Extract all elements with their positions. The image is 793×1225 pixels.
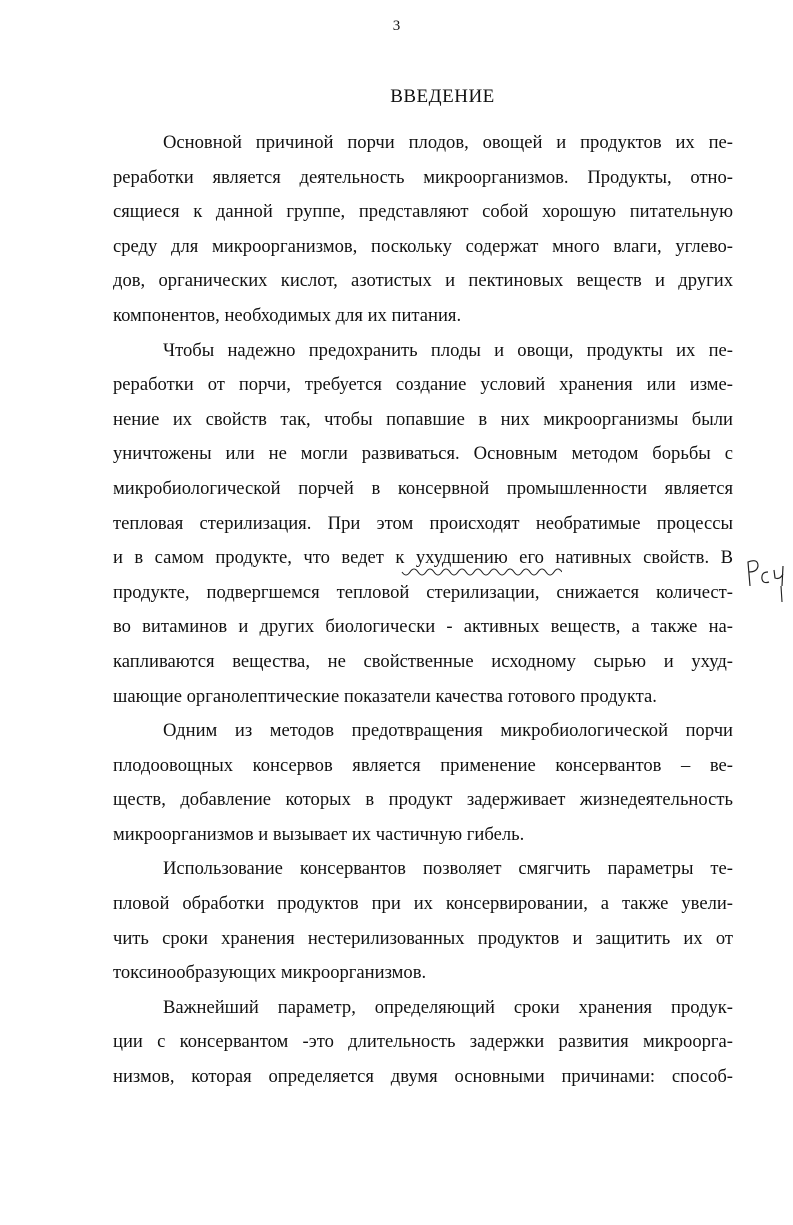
text-line: чить сроки хранения нестерилизованных продуктов и защитить их от (113, 927, 733, 949)
text-line: ществ, добавление которых в продукт задерживает жизнедеятельность (113, 789, 733, 811)
text-line: Основной причиной порчи плодов, овощей и продуктов их пе- (163, 132, 733, 153)
text-line: ции с консервантом -это длительность задержки развития микроорга- (113, 1031, 733, 1053)
handwritten-margin-note (744, 556, 789, 604)
text-line: Чтобы надежно предохранить плоды и овощи, продукты их пе- (163, 339, 733, 361)
text-line: микробиологической порчей в консервной промышленности является (113, 477, 733, 499)
paragraph-2 (113, 334, 733, 715)
text-line: нение их свойств так, чтобы попавшие в них микроорганизмы были (113, 408, 733, 430)
text-line: токсинообразующих микроорганизмов. (113, 962, 427, 984)
text-line: пловой обработки продуктов при их консервировании, а также увели- (113, 893, 733, 915)
text-line: Важнейший параметр, определяющий сроки хранения продук- (163, 996, 733, 1018)
text-line: низмов, которая определяется двумя основными причинами: способ- (113, 1066, 733, 1088)
text-line: Использование консервантов позволяет смягчить параметры те- (163, 858, 733, 880)
text-line: уничтожены или не могли развиваться. Основным методом борьбы с (113, 443, 733, 465)
text-line: Одним из методов предотвращения микробиологической порчи (163, 720, 733, 742)
text-line: среду для микроорганизмов, поскольку содержат много влаги, углево- (113, 235, 733, 257)
text-line: реработки является деятельность микроорганизмов. Продукты, отно- (113, 166, 733, 188)
paragraph-5 (113, 991, 733, 1095)
text-line: микроорганизмов и вызывает их частичную гибель. (113, 823, 525, 845)
text-line: тепловая стерилизация. При этом происходят необратимые процессы (113, 512, 733, 534)
page-number: 3 (392, 18, 401, 34)
handwritten-underline-mark (400, 568, 562, 580)
section-heading: ВВЕДЕНИЕ (390, 86, 495, 107)
text-line: плодоовощных консервов является применение консервантов – ве- (113, 754, 733, 776)
text-line: реработки от порчи, требуется создание условий хранения или изме- (113, 374, 733, 396)
text-line: капливаются вещества, не свойственные исходному сырью и ухуд- (113, 650, 733, 672)
text-line: сящиеся к данной группе, представляют собой хорошую питательную (113, 201, 733, 223)
paragraph-1 (113, 126, 733, 334)
text-line: продукте, подвергшемся тепловой стерилизации, снижается количест- (113, 581, 733, 603)
text-line: и в самом продукте, что ведет к ухудшению его нативных свойств. В (113, 547, 733, 569)
text-line: шающие органолептические показатели качества готового продукта. (113, 685, 657, 707)
text-line: дов, органических кислот, азотистых и пектиновых веществ и других (113, 270, 733, 292)
paragraph-4 (113, 852, 733, 990)
text-line: компонентов, необходимых для их питания. (113, 304, 462, 326)
paragraph-3 (113, 714, 733, 852)
body-text (113, 126, 733, 1095)
text-line: во витаминов и других биологически - активных веществ, а также на- (113, 616, 733, 638)
